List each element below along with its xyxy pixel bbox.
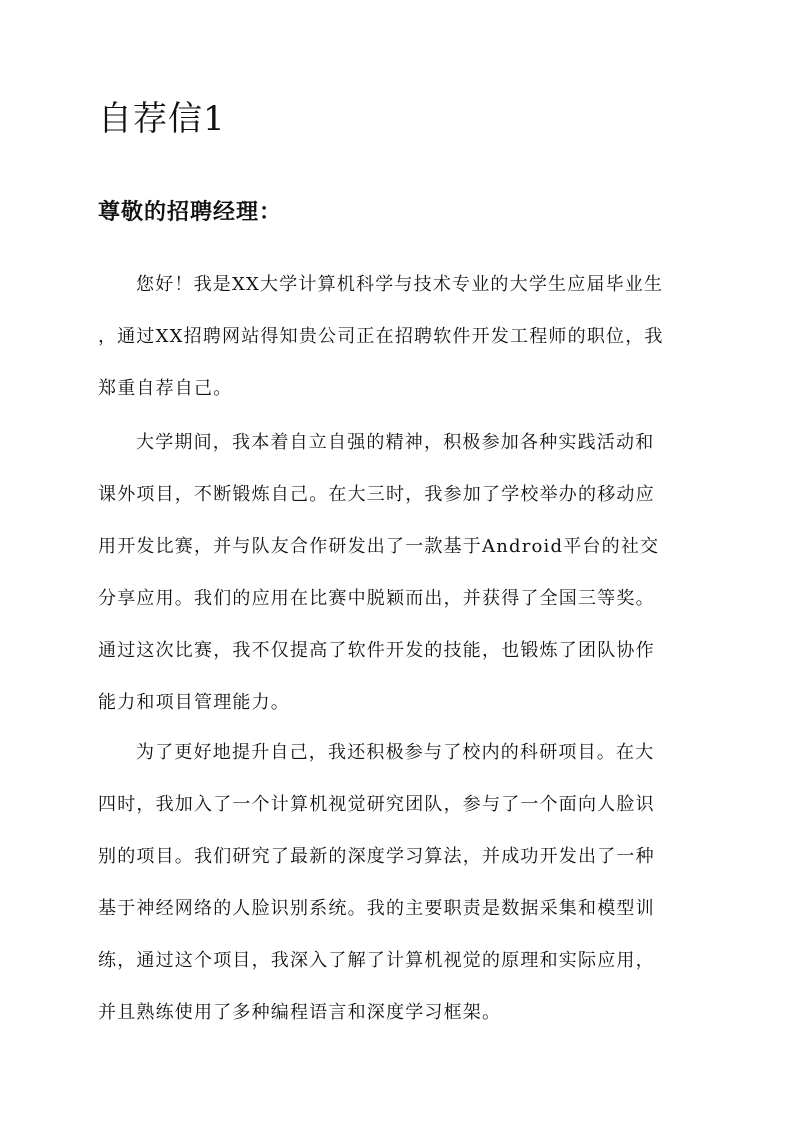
document-title: 自荐信1 bbox=[98, 99, 226, 139]
paragraph-line: 四时，我加入了一个计算机视觉研究团队，参与了一个面向人脸识 bbox=[98, 794, 655, 815]
paragraph-line: 并且熟练使用了多种编程语言和深度学习框架。 bbox=[98, 1002, 502, 1023]
paragraph-line: 能力和项目管理能力。 bbox=[98, 692, 290, 713]
paragraph-line: 用开发比赛，并与队友合作研发出了一款基于Android平台的社交 bbox=[98, 536, 660, 557]
paragraph-2 bbox=[98, 428, 718, 740]
salutation: 尊敬的招聘经理： bbox=[98, 199, 283, 225]
paragraph-line: 分享应用。我们的应用在比赛中脱颖而出，并获得了全国三等奖。 bbox=[98, 588, 655, 609]
paragraph-line: 您好！我是XX大学计算机科学与技术专业的大学生应届毕业生 bbox=[136, 274, 664, 295]
paragraph-line: 通过这次比赛，我不仅提高了软件开发的技能，也锻炼了团队协作 bbox=[98, 640, 655, 661]
paragraph-line: 练，通过这个项目，我深入了解了计算机视觉的原理和实际应用， bbox=[98, 950, 655, 971]
paragraph-1 bbox=[98, 270, 718, 426]
paragraph-line: 基于神经网络的人脸识别系统。我的主要职责是数据采集和模型训 bbox=[98, 898, 655, 919]
paragraph-3 bbox=[98, 738, 718, 1050]
paragraph-line: ，通过XX招聘网站得知贵公司正在招聘软件开发工程师的职位，我 bbox=[98, 326, 664, 347]
paragraph-line: 郑重自荐自己。 bbox=[98, 378, 233, 399]
paragraph-line: 为了更好地提升自己，我还积极参与了校内的科研项目。在大 bbox=[136, 742, 655, 763]
paragraph-line: 大学期间，我本着自立自强的精神，积极参加各种实践活动和 bbox=[136, 432, 655, 453]
paragraph-line: 课外项目，不断锻炼自己。在大三时，我参加了学校举办的移动应 bbox=[98, 484, 655, 505]
paragraph-line: 别的项目。我们研究了最新的深度学习算法，并成功开发出了一种 bbox=[98, 846, 655, 867]
